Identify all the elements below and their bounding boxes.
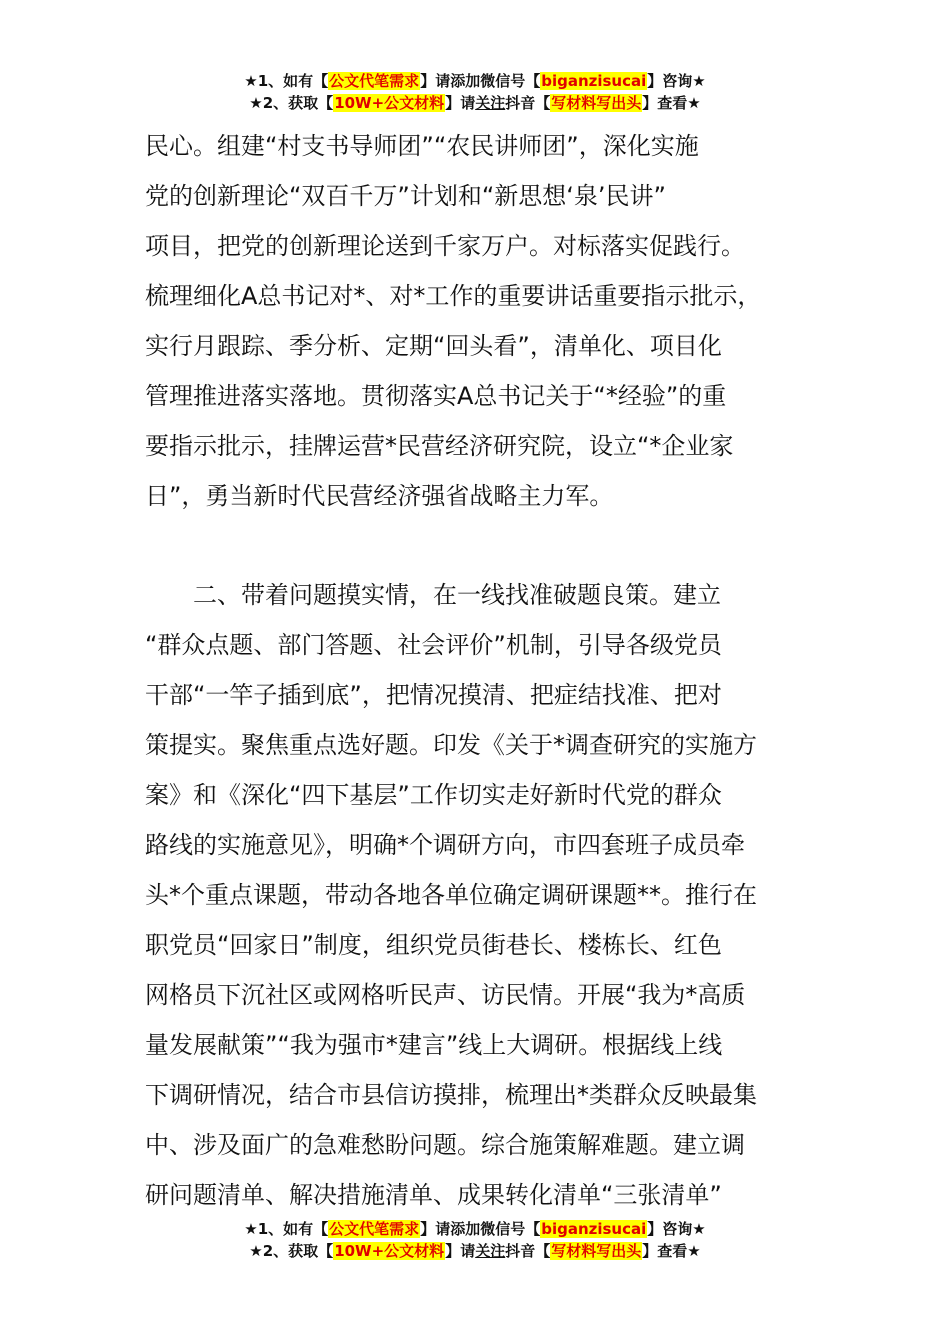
banner-text: 抖音【 [505, 1242, 551, 1260]
text-line: 中、涉及面广的急难愁盼问题。综合施策解难题。建立调 [145, 1131, 745, 1159]
banner-text: 】咨询★ [647, 72, 706, 90]
banner-text: ★2、获取【 [249, 1242, 334, 1260]
text-line: 项目，把党的创新理论送到千家万户。对标落实促践行。 [145, 232, 745, 260]
banner-line-2 [0, 92, 950, 114]
banner-text: 】请添加微信号【 [420, 72, 541, 90]
underlined-follow: 关注 [475, 1242, 506, 1260]
underlined-follow: 关注 [475, 94, 506, 112]
text-line: 民心。组建“村支书导师团”“农民讲师团”，深化实施 [145, 132, 699, 160]
header-banner [0, 70, 950, 114]
text-line: 研问题清单、解决措施清单、成果转化清单“三张清单” [145, 1181, 722, 1209]
text-line: 职党员“回家日”制度，组织党员街巷长、楼栋长、红色 [145, 931, 722, 959]
highlight-douyin-account: 写材料写出头 [551, 1242, 642, 1260]
text-line: “群众点题、部门答题、社会评价”机制，引导各级党员 [145, 631, 722, 659]
banner-line-1 [0, 1218, 950, 1240]
text-line: 日”，勇当新时代民营经济强省战略主力军。 [145, 482, 614, 510]
banner-text: ★1、如有【 [244, 1220, 329, 1238]
text-line: 梳理细化A总书记对*、对*工作的重要讲话重要指示批示， [145, 282, 762, 310]
section-heading-line: 二、带着问题摸实情，在一线找准破题良策。建立 [145, 581, 721, 609]
highlight-wechat-id: biganzisucai [541, 1220, 647, 1238]
text-line: 要指示批示，挂牌运营*民营经济研究院，设立“*企业家 [145, 432, 734, 460]
banner-text: 】请添加微信号【 [420, 1220, 541, 1238]
highlight-materials: 10W+公文材料 [334, 94, 445, 112]
banner-text: ★1、如有【 [244, 72, 329, 90]
banner-text: 】查看★ [642, 1242, 701, 1260]
banner-text: 】咨询★ [647, 1220, 706, 1238]
text-line: 路线的实施意见》，明确*个调研方向，市四套班子成员牵 [145, 831, 745, 859]
text-line: 实行月跟踪、季分析、定期“回头看”，清单化、项目化 [145, 332, 722, 360]
banner-text: 】查看★ [642, 94, 701, 112]
text-line: 案》和《深化“四下基层”工作切实走好新时代党的群众 [145, 781, 722, 809]
text-line: 党的创新理论“双百千万”计划和“新思想‘泉’民讲” [145, 182, 666, 210]
text-line: 头*个重点课题，带动各地各单位确定调研课题**。推行在 [145, 881, 757, 909]
banner-line-2 [0, 1240, 950, 1262]
highlight-wechat-id: biganzisucai [541, 72, 647, 90]
text-line: 管理推进落实落地。贯彻落实A总书记关于“*经验”的重 [145, 382, 727, 410]
banner-text: 】请 [445, 1242, 476, 1260]
text-line: 策提实。聚焦重点选好题。印发《关于*调查研究的实施方 [145, 731, 757, 759]
paragraph-1 [145, 121, 815, 521]
text-line: 量发展献策”“我为强市*建言”线上大调研。根据线上线 [145, 1031, 723, 1059]
footer-banner [0, 1218, 950, 1262]
banner-text: ★2、获取【 [249, 94, 334, 112]
banner-text: 抖音【 [505, 94, 551, 112]
highlight-douyin-account: 写材料写出头 [551, 94, 642, 112]
highlight-service: 公文代笔需求 [329, 1220, 420, 1238]
text-line: 网格员下沉社区或网格听民声、访民情。开展“我为*高质 [145, 981, 746, 1009]
text-line: 干部“一竿子插到底”，把情况摸清、把症结找准、把对 [145, 681, 722, 709]
highlight-service: 公文代笔需求 [329, 72, 420, 90]
banner-text: 】请 [445, 94, 476, 112]
banner-line-1 [0, 70, 950, 92]
paragraph-2 [145, 570, 815, 1220]
highlight-materials: 10W+公文材料 [334, 1242, 445, 1260]
text-line: 下调研情况，结合市县信访摸排，梳理出*类群众反映最集 [145, 1081, 757, 1109]
